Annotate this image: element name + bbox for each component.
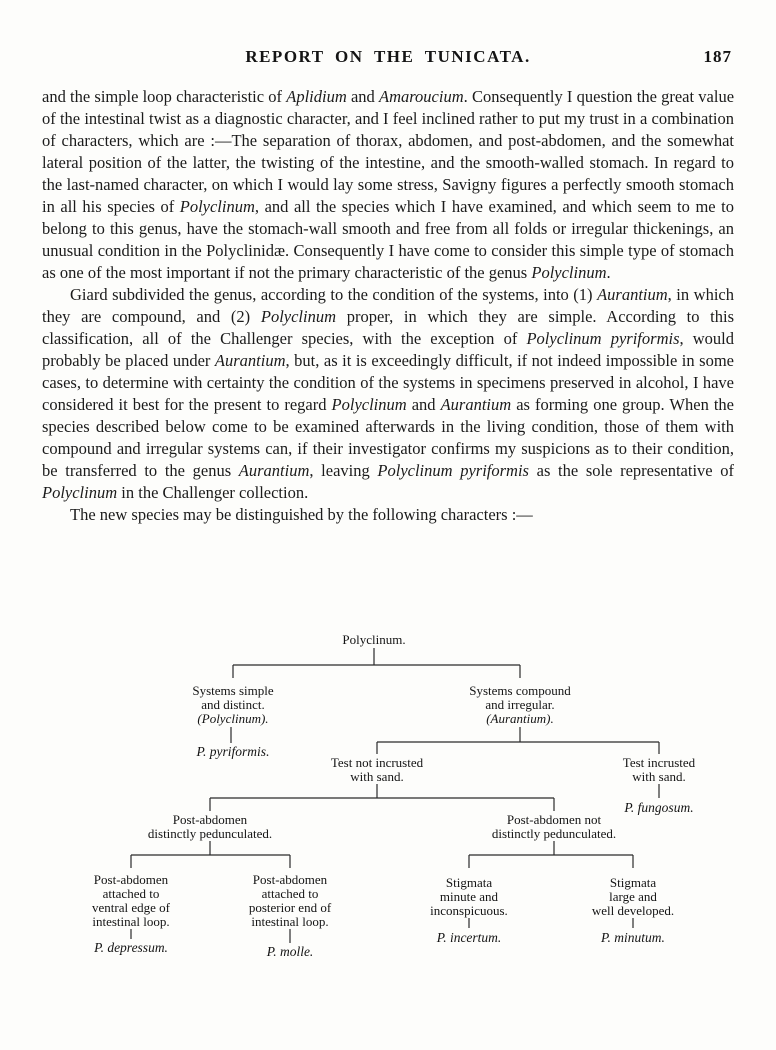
tree-node-posterior-attach — [249, 873, 331, 929]
tree-node-not-pedunculated — [492, 813, 616, 841]
species-label-molle: P. molle. — [266, 944, 314, 959]
species-name: Amaroucium — [379, 87, 464, 106]
species-label-incertum: P. incertum. — [436, 930, 502, 945]
species-label-minutum: P. minutum. — [601, 930, 665, 945]
species-name: Polyclinum — [179, 197, 255, 216]
species-name: Polyclinum — [42, 483, 118, 502]
text-segment: in the Challenger collection. — [117, 483, 309, 502]
node-line: Stigmata — [609, 875, 657, 890]
species-name: Aplidium — [286, 87, 347, 106]
text-segment: , leaving — [309, 461, 378, 480]
node-line: large and — [609, 889, 657, 904]
node-line: inconspicuous. — [430, 903, 508, 918]
node-line: minute and — [439, 889, 499, 904]
text-segment: Giard subdivided the genus, according to the condition of the systems, into (1) — [70, 285, 598, 304]
text-segment: and — [406, 395, 441, 414]
text-segment: and the simple loop characteristic of — [42, 87, 287, 106]
tree-node-stigmata-large — [592, 876, 674, 918]
text-segment: . — [606, 263, 611, 282]
tree-node-test-incrusted — [623, 756, 695, 784]
species-name: Aurantium — [597, 285, 668, 304]
paragraph-2 — [42, 284, 734, 504]
node-line: ventral edge of — [92, 900, 170, 915]
text-segment: , but, as it is exceedingly difficult, if not indeed impossible in some cases, to determine with certainty the condition of the systems in specimens preserved in alcohol, I have considered it best for the present to regard — [42, 351, 734, 414]
node-line: (Aurantium). — [486, 711, 554, 726]
text-segment: , in which they are compound, and (2) — [42, 285, 734, 326]
node-line: (Polyclinum). — [197, 711, 269, 726]
species-label-pyriformis: P. pyriformis. — [196, 744, 270, 759]
species-name: Aurantium — [238, 461, 310, 480]
node-line: well developed. — [591, 903, 675, 918]
text-segment: The new species may be distinguished by the following characters :— — [70, 505, 533, 524]
node-line: posterior end of — [248, 900, 332, 915]
node-line: Test not incrusted — [330, 755, 424, 770]
node-line: with sand. — [350, 769, 404, 784]
node-line: Post-abdomen — [93, 872, 169, 887]
species-name: Polyclinum pyriformis — [526, 329, 680, 348]
running-head-title: REPORT ON THE TUNICATA. — [245, 47, 531, 66]
body-text — [42, 86, 734, 526]
node-line: and irregular. — [485, 697, 555, 712]
tree-node-test-not-incrusted — [331, 756, 423, 784]
node-line: Systems compound — [469, 683, 571, 698]
species-name: Aurantium — [214, 351, 286, 370]
text-segment: proper, in which they are simple. According to this classification, all of the Challenger species, with the exception of — [42, 307, 734, 348]
tree-node-systems-compound — [469, 684, 570, 726]
taxonomy-tree-diagram — [0, 620, 776, 1000]
node-line: and distinct. — [201, 697, 265, 712]
node-line: Post-abdomen — [252, 872, 328, 887]
text-segment: and — [346, 87, 379, 106]
text-segment: , would probably be placed under — [42, 329, 735, 370]
node-line: Polyclinum. — [342, 632, 406, 647]
species-name: Polyclinum — [260, 307, 337, 326]
text-segment: as the sole representative of — [528, 461, 735, 480]
species-name: Aurantium — [440, 395, 512, 414]
node-line: attached to — [261, 886, 319, 901]
text-segment: , and all the species which I have examined, and which seem to me to belong to this genus, have the stomach-wall smooth and free from all folds or irregular thickenings, an unusual condition in the Polyclinidæ. Consequently I have come to consider this simple type of stomach as one of the most important if not the primary characteristic of the genus — [42, 197, 734, 282]
species-name: Polyclinum — [531, 263, 607, 282]
tree-node-pedunculated — [148, 813, 272, 841]
tree-node-systems-simple — [192, 684, 273, 726]
text-segment: . Consequently I question the great value of the intestinal twist as a diagnostic character, and I feel inclined rather to put my trust in a combination of characters, which are :—The separation of thorax, abdomen, and post-abdomen, and the somewhat lateral position of the latter, the twisting of the intestine, and the smooth-walled stomach. In regard to the last-named character, on which I would lay some stress, Savigny figures a perfectly smooth stomach in all his species of — [42, 87, 735, 216]
node-line: intestinal loop. — [92, 914, 170, 929]
species-name: Polyclinum pyriformis — [377, 461, 529, 480]
species-label-fungosum: P. fungosum. — [624, 800, 694, 815]
paragraph-1 — [42, 86, 734, 284]
node-line: Post-abdomen not — [506, 812, 602, 827]
node-line: with sand. — [632, 769, 686, 784]
node-line: distinctly pedunculated. — [147, 826, 273, 841]
text-segment: as forming one group. When the species described below come to be examined afterwards in the living condition, those of them with compound and irregular systems can, if their investigator confirms my suspicions as to their condition, be transferred to the genus — [42, 395, 735, 480]
page-number: 187 — [703, 47, 732, 66]
node-line: Systems simple — [192, 683, 274, 698]
node-line: distinctly pedunculated. — [491, 826, 617, 841]
node-line: Test incrusted — [622, 755, 696, 770]
tree-node-root-polyclinum — [342, 633, 405, 647]
node-line: Post-abdomen — [172, 812, 248, 827]
node-line: Stigmata — [445, 875, 493, 890]
paragraph-3 — [42, 504, 734, 526]
tree-node-stigmata-minute — [430, 876, 508, 918]
node-line: intestinal loop. — [251, 914, 329, 929]
node-line: attached to — [102, 886, 160, 901]
species-label-depressum: P. depressum. — [94, 940, 168, 955]
tree-node-ventral-attach — [92, 873, 170, 929]
species-name: Polyclinum — [331, 395, 407, 414]
